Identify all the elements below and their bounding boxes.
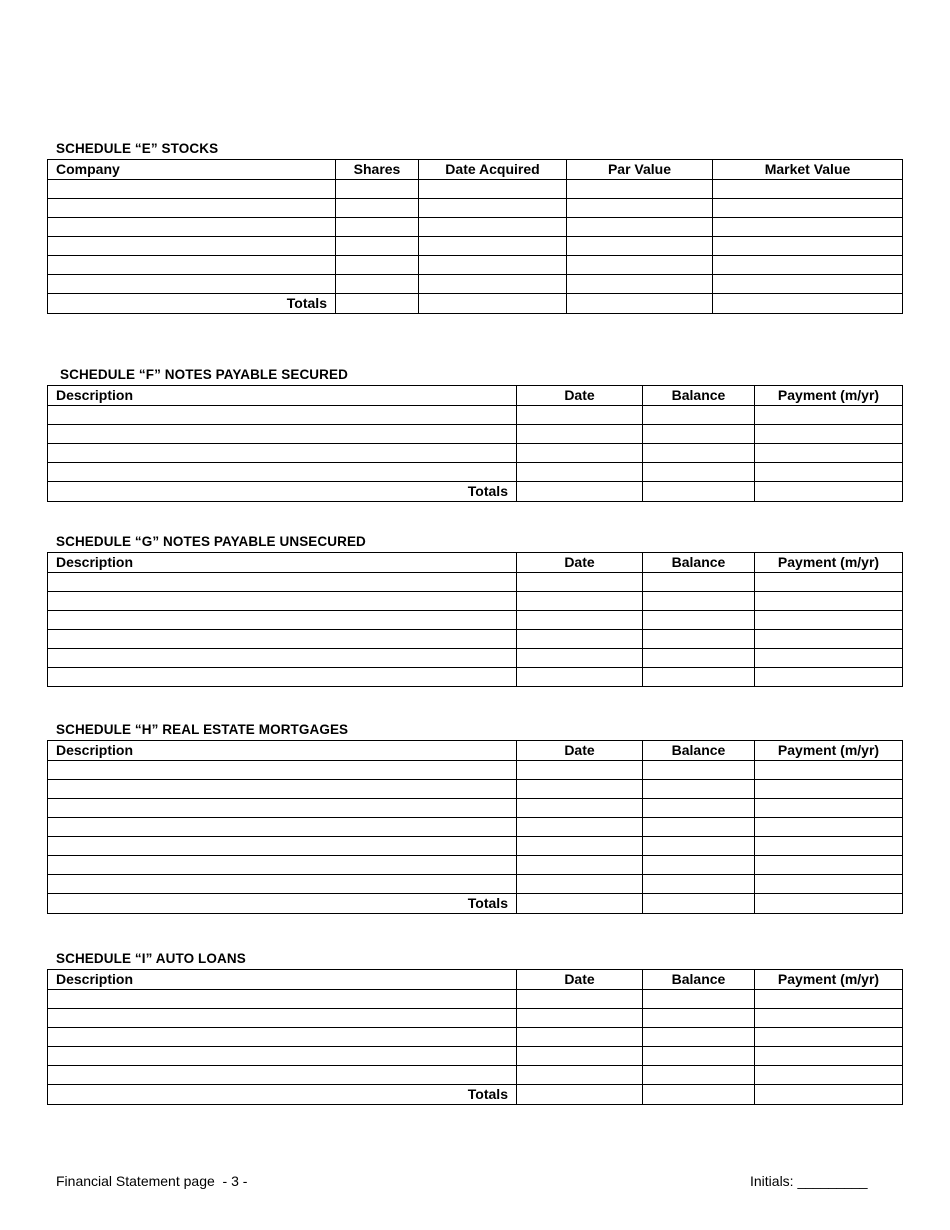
input-cell[interactable] (419, 256, 567, 275)
table-row (48, 406, 903, 425)
input-cell[interactable] (567, 294, 713, 314)
table-row (48, 649, 903, 668)
input-cell[interactable] (48, 199, 336, 218)
input-cell[interactable] (517, 1085, 643, 1105)
table-row (48, 275, 903, 294)
header-payment: Payment (m/yr) (755, 386, 903, 406)
input-cell[interactable] (336, 237, 419, 256)
input-cell[interactable] (755, 611, 903, 630)
header-balance: Balance (643, 741, 755, 761)
input-cell[interactable] (48, 237, 336, 256)
input-cell[interactable] (517, 1066, 643, 1085)
table-row (48, 218, 903, 237)
totals-row (48, 894, 903, 914)
input-cell[interactable] (755, 444, 903, 463)
input-cell[interactable] (643, 856, 755, 875)
input-cell[interactable] (517, 1028, 643, 1047)
input-cell[interactable] (517, 463, 643, 482)
input-cell[interactable] (336, 199, 419, 218)
input-cell[interactable] (48, 875, 517, 894)
table-row (48, 990, 903, 1009)
input-cell[interactable] (755, 761, 903, 780)
input-cell[interactable] (755, 799, 903, 818)
table-header-row (48, 741, 903, 761)
input-cell[interactable] (713, 275, 903, 294)
input-cell[interactable] (517, 630, 643, 649)
header-date-acquired: Date Acquired (419, 160, 567, 180)
input-cell[interactable] (517, 780, 643, 799)
input-cell[interactable] (48, 406, 517, 425)
input-cell[interactable] (419, 218, 567, 237)
input-cell[interactable] (517, 649, 643, 668)
totals-row (48, 294, 903, 314)
input-cell[interactable] (517, 818, 643, 837)
input-cell[interactable] (643, 482, 755, 502)
input-cell[interactable] (755, 1085, 903, 1105)
footer-initials-label: Initials: _________ (750, 1173, 868, 1189)
input-cell[interactable] (567, 218, 713, 237)
schedule-g-table (47, 552, 903, 687)
totals-label: Totals (48, 894, 517, 914)
input-cell[interactable] (755, 818, 903, 837)
input-cell[interactable] (567, 256, 713, 275)
header-market-value: Market Value (713, 160, 903, 180)
table-row (48, 199, 903, 218)
input-cell[interactable] (517, 837, 643, 856)
input-cell[interactable] (48, 463, 517, 482)
table-row (48, 1047, 903, 1066)
input-cell[interactable] (713, 294, 903, 314)
totals-label: Totals (48, 482, 517, 502)
table-row (48, 856, 903, 875)
input-cell[interactable] (643, 444, 755, 463)
totals-label: Totals (48, 1085, 517, 1105)
table-row (48, 1028, 903, 1047)
table-row (48, 780, 903, 799)
input-cell[interactable] (643, 875, 755, 894)
input-cell[interactable] (419, 294, 567, 314)
totals-label: Totals (48, 294, 336, 314)
header-description: Description (48, 970, 517, 990)
table-header-row (48, 160, 903, 180)
table-header-row (48, 970, 903, 990)
table-row (48, 611, 903, 630)
input-cell[interactable] (48, 799, 517, 818)
table-row (48, 1009, 903, 1028)
input-cell[interactable] (48, 180, 336, 199)
input-cell[interactable] (755, 630, 903, 649)
table-row (48, 592, 903, 611)
input-cell[interactable] (643, 1047, 755, 1066)
header-description: Description (48, 553, 517, 573)
table-row (48, 1066, 903, 1085)
input-cell[interactable] (48, 425, 517, 444)
input-cell[interactable] (48, 256, 336, 275)
header-balance: Balance (643, 553, 755, 573)
table-row (48, 573, 903, 592)
input-cell[interactable] (48, 668, 517, 687)
input-cell[interactable] (517, 573, 643, 592)
input-cell[interactable] (567, 275, 713, 294)
table-row (48, 463, 903, 482)
input-cell[interactable] (48, 837, 517, 856)
input-cell[interactable] (517, 990, 643, 1009)
input-cell[interactable] (517, 799, 643, 818)
input-cell[interactable] (48, 761, 517, 780)
schedule-f-table (47, 385, 903, 502)
input-cell[interactable] (48, 1066, 517, 1085)
input-cell[interactable] (419, 199, 567, 218)
input-cell[interactable] (419, 180, 567, 199)
input-cell[interactable] (517, 1047, 643, 1066)
input-cell[interactable] (643, 611, 755, 630)
input-cell[interactable] (48, 573, 517, 592)
input-cell[interactable] (755, 1028, 903, 1047)
input-cell[interactable] (517, 425, 643, 444)
input-cell[interactable] (643, 463, 755, 482)
input-cell[interactable] (643, 780, 755, 799)
table-row (48, 630, 903, 649)
input-cell[interactable] (643, 1066, 755, 1085)
input-cell[interactable] (643, 818, 755, 837)
input-cell[interactable] (567, 199, 713, 218)
input-cell[interactable] (755, 425, 903, 444)
input-cell[interactable] (713, 218, 903, 237)
input-cell[interactable] (755, 837, 903, 856)
table-row (48, 237, 903, 256)
input-cell[interactable] (643, 573, 755, 592)
input-cell[interactable] (48, 818, 517, 837)
table-row (48, 180, 903, 199)
input-cell[interactable] (336, 218, 419, 237)
table-row (48, 425, 903, 444)
table-row (48, 837, 903, 856)
input-cell[interactable] (643, 1009, 755, 1028)
table-header-row (48, 386, 903, 406)
totals-row (48, 482, 903, 502)
input-cell[interactable] (643, 761, 755, 780)
schedule-e-table (47, 159, 903, 314)
schedule-i-title: SCHEDULE “I” AUTO LOANS (56, 951, 246, 966)
input-cell[interactable] (48, 592, 517, 611)
input-cell[interactable] (336, 256, 419, 275)
header-balance: Balance (643, 386, 755, 406)
header-description: Description (48, 386, 517, 406)
input-cell[interactable] (755, 668, 903, 687)
input-cell[interactable] (643, 425, 755, 444)
input-cell[interactable] (755, 780, 903, 799)
input-cell[interactable] (48, 630, 517, 649)
input-cell[interactable] (755, 856, 903, 875)
input-cell[interactable] (643, 799, 755, 818)
input-cell[interactable] (643, 630, 755, 649)
input-cell[interactable] (48, 856, 517, 875)
input-cell[interactable] (48, 649, 517, 668)
input-cell[interactable] (517, 611, 643, 630)
header-shares: Shares (336, 160, 419, 180)
schedule-i-table (47, 969, 903, 1105)
input-cell[interactable] (713, 199, 903, 218)
input-cell[interactable] (517, 875, 643, 894)
input-cell[interactable] (643, 649, 755, 668)
table-row (48, 256, 903, 275)
table-row (48, 799, 903, 818)
input-cell[interactable] (713, 237, 903, 256)
input-cell[interactable] (643, 406, 755, 425)
input-cell[interactable] (643, 1085, 755, 1105)
header-payment: Payment (m/yr) (755, 741, 903, 761)
header-company: Company (48, 160, 336, 180)
input-cell[interactable] (755, 573, 903, 592)
schedule-h-title: SCHEDULE “H” REAL ESTATE MORTGAGES (56, 722, 349, 737)
input-cell[interactable] (755, 406, 903, 425)
footer-page-label: Financial Statement page - 3 - (56, 1173, 248, 1189)
input-cell[interactable] (517, 444, 643, 463)
input-cell[interactable] (336, 275, 419, 294)
input-cell[interactable] (419, 237, 567, 256)
input-cell[interactable] (517, 482, 643, 502)
input-cell[interactable] (755, 1009, 903, 1028)
schedule-e-title: SCHEDULE “E” STOCKS (56, 141, 219, 156)
input-cell[interactable] (567, 237, 713, 256)
input-cell[interactable] (48, 1047, 517, 1066)
input-cell[interactable] (755, 592, 903, 611)
header-date: Date (517, 741, 643, 761)
schedule-h-table (47, 740, 903, 914)
input-cell[interactable] (567, 180, 713, 199)
input-cell[interactable] (643, 837, 755, 856)
input-cell[interactable] (48, 611, 517, 630)
header-description: Description (48, 741, 517, 761)
input-cell[interactable] (517, 856, 643, 875)
schedule-g-title: SCHEDULE “G” NOTES PAYABLE UNSECURED (56, 534, 366, 549)
input-cell[interactable] (517, 894, 643, 914)
input-cell[interactable] (755, 894, 903, 914)
table-header-row (48, 553, 903, 573)
schedule-f-title: SCHEDULE “F” NOTES PAYABLE SECURED (60, 367, 348, 382)
table-row (48, 668, 903, 687)
input-cell[interactable] (336, 294, 419, 314)
input-cell[interactable] (755, 463, 903, 482)
input-cell[interactable] (517, 668, 643, 687)
input-cell[interactable] (517, 1009, 643, 1028)
input-cell[interactable] (713, 180, 903, 199)
input-cell[interactable] (643, 668, 755, 687)
input-cell[interactable] (48, 780, 517, 799)
header-date: Date (517, 386, 643, 406)
input-cell[interactable] (517, 761, 643, 780)
input-cell[interactable] (643, 1028, 755, 1047)
input-cell[interactable] (755, 1066, 903, 1085)
header-payment: Payment (m/yr) (755, 553, 903, 573)
table-row (48, 761, 903, 780)
header-payment: Payment (m/yr) (755, 970, 903, 990)
input-cell[interactable] (643, 990, 755, 1009)
input-cell[interactable] (755, 649, 903, 668)
header-balance: Balance (643, 970, 755, 990)
input-cell[interactable] (419, 275, 567, 294)
header-par-value: Par Value (567, 160, 713, 180)
table-row (48, 818, 903, 837)
table-row (48, 875, 903, 894)
input-cell[interactable] (48, 990, 517, 1009)
input-cell[interactable] (517, 406, 643, 425)
input-cell[interactable] (48, 1009, 517, 1028)
input-cell[interactable] (48, 275, 336, 294)
totals-row (48, 1085, 903, 1105)
input-cell[interactable] (643, 592, 755, 611)
input-cell[interactable] (48, 444, 517, 463)
input-cell[interactable] (755, 482, 903, 502)
input-cell[interactable] (48, 218, 336, 237)
input-cell[interactable] (517, 592, 643, 611)
input-cell[interactable] (643, 894, 755, 914)
input-cell[interactable] (755, 875, 903, 894)
table-row (48, 444, 903, 463)
input-cell[interactable] (755, 990, 903, 1009)
input-cell[interactable] (755, 1047, 903, 1066)
header-date: Date (517, 970, 643, 990)
input-cell[interactable] (713, 256, 903, 275)
header-date: Date (517, 553, 643, 573)
input-cell[interactable] (336, 180, 419, 199)
input-cell[interactable] (48, 1028, 517, 1047)
